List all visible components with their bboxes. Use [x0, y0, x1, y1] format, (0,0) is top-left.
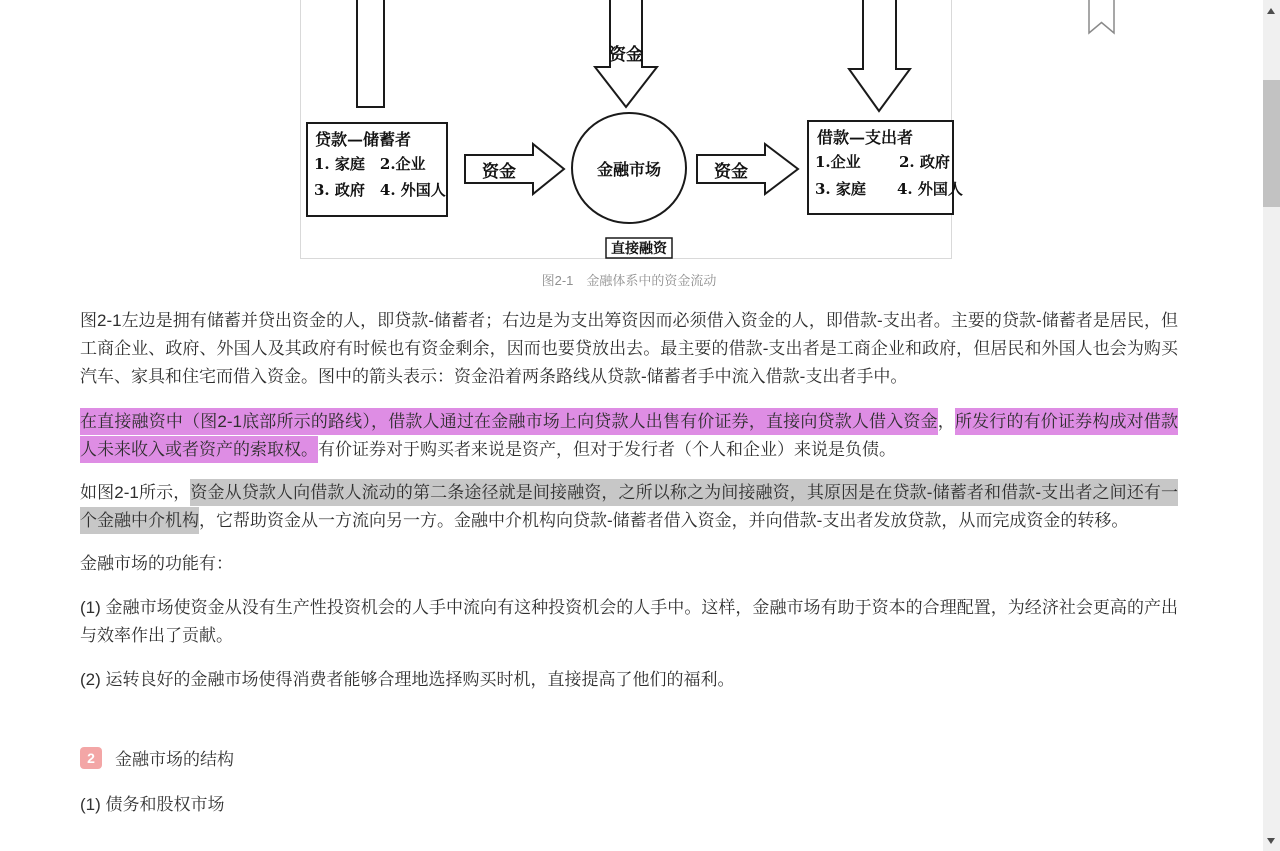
paragraph-overview	[80, 307, 1178, 391]
borrower-item-2: 2. 政府	[899, 153, 950, 171]
funds-flow-diagram	[301, 0, 963, 260]
section-title: 金融市场的结构	[115, 750, 234, 769]
scrollbar[interactable]	[1263, 0, 1280, 851]
lender-savers-line2: 3. 政府 4. 外国人	[314, 181, 446, 199]
lender-savers-title: 贷款—储蓄者	[315, 130, 412, 149]
borrower-item-4: 4. 外国人	[897, 180, 963, 198]
paragraph-functions-intro: 金融市场的功能有：	[80, 554, 233, 573]
scroll-down-button[interactable]	[1263, 832, 1280, 849]
scroll-down-icon	[1267, 838, 1275, 844]
highlight-gray-1[interactable]: 资金从贷款人向借款人流动的第二条途径就是间接融资，之所以称之为间接融资，其原因是在贷款-储蓄者和借款-支出者之间还有一个金融中介机构	[80, 479, 1178, 534]
subsection-title: (1) 债务和股权市场	[80, 795, 225, 814]
figure-funds-flow	[300, 0, 963, 259]
bookmark-icon[interactable]	[1088, 0, 1115, 36]
right-down-arrow	[849, 0, 910, 111]
scrollbar-thumb[interactable]	[1263, 80, 1280, 207]
borrower-item-1: 1.企业	[815, 153, 861, 171]
borrower-item-3: 3. 家庭	[815, 180, 866, 198]
paragraph-direct-finance-rest: 有价证券对于购买者来说是资产，但对于发行者（个人和企业）来说是负债。	[318, 440, 896, 459]
highlight-purple-2[interactable]: 所发行的有价证券构成对借款人未来收入或者资产的索取权。	[80, 408, 1178, 463]
funds-label-top: 资金	[609, 45, 643, 65]
paragraph-indirect-finance-pre: 如图2-1所示，	[80, 483, 191, 502]
paragraph-overview-text: 图2-1左边是拥有储蓄并贷出资金的人，即贷款-储蓄者；右边是为支出筹资因而必须借入资金的人，即借款-支出者。主要的贷款-储蓄者是居民，但工商企业、政府、外国人及其政府有时候也有资金剩余，因而也要贷放出去。最主要的借款-支出者是工商企业和政府，但居民和外国人也会为购买汽车、家具和住宅而借入资金。图中的箭头表示：资金沿着两条路线从贷款-储蓄者手中流入借款-支出者手中。	[80, 311, 1178, 386]
funds-label-right: 资金	[714, 162, 748, 182]
paragraph-indirect-finance	[80, 479, 1178, 535]
lender-savers-line1: 1. 家庭 2.企业	[314, 155, 426, 173]
section-heading	[80, 745, 1178, 770]
paragraph-direct-finance-mid: ，	[937, 412, 955, 431]
borrower-spenders-title: 借款—支出者	[817, 128, 914, 147]
paragraph-function-2: (2) 运转良好的金融市场使得消费者能够合理地选择购买时机，直接提高了他们的福利。	[80, 670, 735, 689]
figure-caption: 图2-1 金融体系中的资金流动	[541, 273, 717, 288]
reader-content	[80, 271, 1178, 819]
left-up-arrow-shaft	[357, 0, 384, 107]
funds-label-left: 资金	[482, 162, 516, 182]
highlight-purple-1[interactable]: 在直接融资中（图2-1底部所示的路线），借款人通过在金融市场上向贷款人出售有价证券，直接向贷款人借入资金	[80, 408, 938, 435]
paragraph-direct-finance	[80, 408, 1178, 464]
paragraph-indirect-finance-rest: ，它帮助资金从一方流向另一方。金融中介机构向贷款-储蓄者借入资金，并向借款-支出者发放贷款，从而完成资金的转移。	[199, 511, 1129, 530]
direct-finance-label: 直接融资	[611, 241, 667, 257]
scroll-up-icon	[1267, 8, 1275, 14]
paragraph-function-1: (1) 金融市场使资金从没有生产性投资机会的人手中流向有这种投资机会的人手中。这样，金融市场有助于资本的合理配置，为经济社会更高的产出与效率作出了贡献。	[80, 598, 1178, 645]
section-number-badge: 2	[80, 747, 102, 769]
scroll-up-button[interactable]	[1263, 2, 1280, 19]
financial-market-label: 金融市场	[596, 160, 662, 179]
